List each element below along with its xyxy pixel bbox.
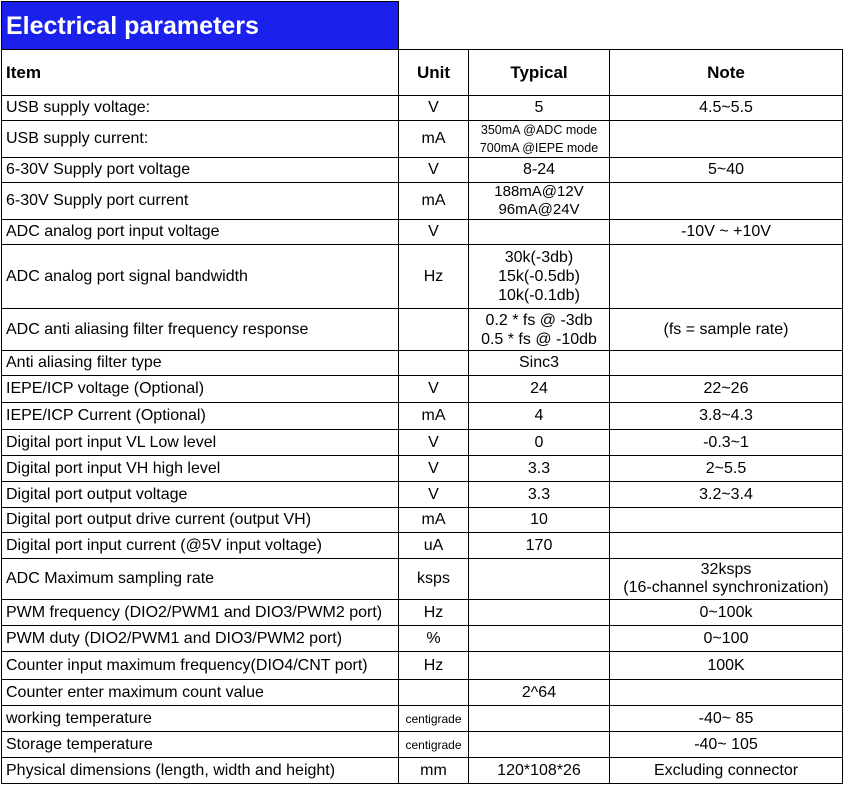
- item-cell: Counter enter maximum count value: [2, 680, 399, 706]
- note-cell: [610, 309, 843, 351]
- table-row: [2, 351, 843, 376]
- typical-line: 350mA @ADC mode: [480, 123, 598, 137]
- note-cell: [610, 533, 843, 559]
- typical-line: 24: [530, 380, 548, 397]
- note-line: (fs = sample rate): [663, 320, 789, 338]
- typical-cell: [469, 732, 610, 758]
- typical-cell: [469, 456, 610, 482]
- typical-line: 4: [534, 407, 544, 424]
- typical-cell: [469, 351, 610, 376]
- typical-cell: [469, 559, 610, 600]
- typical-cell: [469, 309, 610, 351]
- unit-cell: V: [399, 430, 469, 456]
- note-line: 0~100: [703, 629, 749, 647]
- table-row: [2, 706, 843, 732]
- table-row: [2, 245, 843, 309]
- unit-cell: Hz: [399, 600, 469, 626]
- item-cell: ADC Maximum sampling rate: [2, 559, 399, 600]
- table-row: [2, 533, 843, 559]
- note-line: 32ksps: [700, 561, 752, 578]
- table-row: [2, 309, 843, 351]
- note-line: 0~100k: [699, 603, 753, 621]
- item-cell: IEPE/ICP voltage (Optional): [2, 376, 399, 403]
- unit-cell: [399, 680, 469, 706]
- typical-cell: [469, 121, 610, 158]
- typical-cell: [469, 652, 610, 680]
- typical-line: 0.5 * fs @ -10db: [481, 330, 597, 348]
- unit-cell: mA: [399, 121, 469, 158]
- unit-cell: [399, 351, 469, 376]
- note-cell: [610, 652, 843, 680]
- note-cell: [610, 680, 843, 706]
- item-cell: IEPE/ICP Current (Optional): [2, 403, 399, 430]
- note-cell: [610, 220, 843, 245]
- typical-cell: [469, 96, 610, 121]
- note-cell: [610, 121, 843, 158]
- note-cell: [610, 376, 843, 403]
- unit-cell: [399, 309, 469, 351]
- unit-cell: mA: [399, 403, 469, 430]
- table-row: [2, 220, 843, 245]
- typical-cell: [469, 220, 610, 245]
- table-row: [2, 430, 843, 456]
- note-cell: [610, 158, 843, 183]
- item-cell: Digital port input VL Low level: [2, 430, 399, 456]
- typical-line: Sinc3: [518, 354, 560, 371]
- unit-cell: V: [399, 96, 469, 121]
- item-cell: Digital port output voltage: [2, 482, 399, 508]
- unit-cell: mA: [399, 183, 469, 220]
- unit-cell: mm: [399, 758, 469, 784]
- header-item: Item: [2, 50, 399, 96]
- note-cell: [610, 626, 843, 652]
- typical-cell: [469, 245, 610, 309]
- note-line: -10V ~ +10V: [681, 223, 771, 240]
- table-row: [2, 626, 843, 652]
- note-cell: [610, 559, 843, 600]
- table-row: [2, 183, 843, 220]
- note-cell: [610, 456, 843, 482]
- typical-cell: [469, 376, 610, 403]
- unit-cell: centigrade: [399, 732, 469, 758]
- note-cell: [610, 351, 843, 376]
- item-cell: Digital port input VH high level: [2, 456, 399, 482]
- note-cell: [610, 403, 843, 430]
- unit-cell: V: [399, 456, 469, 482]
- item-cell: Anti aliasing filter type: [2, 351, 399, 376]
- note-line: 3.8~4.3: [699, 407, 753, 424]
- note-line: 2~5.5: [705, 459, 747, 477]
- table-row: [2, 482, 843, 508]
- unit-cell: mA: [399, 508, 469, 533]
- item-cell: working temperature: [2, 706, 399, 732]
- note-line: -0.3~1: [703, 433, 749, 451]
- item-cell: ADC analog port signal bandwidth: [2, 245, 399, 309]
- typical-line: 10k(-0.1db): [498, 287, 580, 304]
- typical-cell: [469, 680, 610, 706]
- unit-cell: V: [399, 220, 469, 245]
- typical-line: 10: [530, 511, 548, 528]
- item-cell: Digital port output drive current (output VH): [2, 508, 399, 533]
- typical-line: 2^64: [521, 683, 557, 701]
- item-cell: USB supply current:: [2, 121, 399, 158]
- note-cell: [610, 245, 843, 309]
- table-title: Electrical parameters: [2, 2, 399, 50]
- item-cell: Counter input maximum frequency(DIO4/CNT port): [2, 652, 399, 680]
- note-cell: [610, 600, 843, 626]
- note-cell: [610, 482, 843, 508]
- typical-cell: [469, 183, 610, 220]
- unit-cell: uA: [399, 533, 469, 559]
- typical-line: 0.2 * fs @ -3db: [485, 311, 593, 329]
- item-cell: Digital port input current (@5V input voltage): [2, 533, 399, 559]
- title-blank-cell: [399, 2, 843, 50]
- typical-line: 3.3: [527, 485, 551, 503]
- note-line: Excluding connector: [653, 761, 799, 779]
- header-typical: Typical: [469, 50, 610, 96]
- note-cell: [610, 706, 843, 732]
- table-row: [2, 96, 843, 121]
- typical-line: 0: [534, 433, 544, 451]
- table-row: [2, 652, 843, 680]
- typical-cell: [469, 430, 610, 456]
- typical-cell: [469, 600, 610, 626]
- header-note: Note: [610, 50, 843, 96]
- item-cell: PWM frequency (DIO2/PWM1 and DIO3/PWM2 port): [2, 600, 399, 626]
- table-row: [2, 403, 843, 430]
- item-cell: 6-30V Supply port current: [2, 183, 399, 220]
- item-cell: 6-30V Supply port voltage: [2, 158, 399, 183]
- item-cell: PWM duty (DIO2/PWM1 and DIO3/PWM2 port): [2, 626, 399, 652]
- table-row: [2, 559, 843, 600]
- unit-cell: V: [399, 376, 469, 403]
- note-cell: [610, 758, 843, 784]
- note-cell: [610, 732, 843, 758]
- unit-cell: Hz: [399, 652, 469, 680]
- unit-cell: Hz: [399, 245, 469, 309]
- note-line: 3.2~3.4: [699, 485, 753, 503]
- electrical-parameters-table: [1, 1, 843, 784]
- unit-cell: %: [399, 626, 469, 652]
- note-line: -40~ 85: [698, 709, 754, 727]
- unit-cell: centigrade: [399, 706, 469, 732]
- typical-cell: [469, 533, 610, 559]
- note-line: 22~26: [703, 380, 749, 397]
- note-line: 100K: [707, 656, 745, 674]
- item-cell: USB supply voltage:: [2, 96, 399, 121]
- table-row: [2, 158, 843, 183]
- table-row: [2, 456, 843, 482]
- item-cell: ADC analog port input voltage: [2, 220, 399, 245]
- typical-line: 170: [525, 536, 553, 554]
- typical-line: 5: [534, 99, 544, 116]
- unit-cell: V: [399, 158, 469, 183]
- typical-cell: [469, 706, 610, 732]
- item-cell: ADC anti aliasing filter frequency response: [2, 309, 399, 351]
- typical-line: 8-24: [522, 161, 556, 178]
- note-line: -40~ 105: [694, 735, 758, 753]
- item-cell: Storage temperature: [2, 732, 399, 758]
- typical-cell: [469, 626, 610, 652]
- note-cell: [610, 183, 843, 220]
- note-cell: [610, 430, 843, 456]
- typical-line: 700mA @IEPE mode: [479, 141, 599, 155]
- header-row: [2, 50, 843, 96]
- table-row: [2, 732, 843, 758]
- typical-cell: [469, 758, 610, 784]
- typical-cell: [469, 158, 610, 183]
- typical-cell: [469, 508, 610, 533]
- typical-line: 3.3: [527, 459, 551, 477]
- note-line: 4.5~5.5: [699, 99, 753, 116]
- table-row: [2, 680, 843, 706]
- table-row: [2, 121, 843, 158]
- typical-line: 120*108*26: [497, 761, 581, 779]
- typical-cell: [469, 403, 610, 430]
- typical-line: 15k(-0.5db): [498, 268, 580, 285]
- table-row: [2, 376, 843, 403]
- header-unit: Unit: [399, 50, 469, 96]
- unit-cell: V: [399, 482, 469, 508]
- unit-cell: ksps: [399, 559, 469, 600]
- typical-line: 96mA@24V: [498, 201, 580, 218]
- table-row: [2, 758, 843, 784]
- table-row: [2, 600, 843, 626]
- note-cell: [610, 96, 843, 121]
- typical-line: 30k(-3db): [504, 249, 574, 266]
- item-cell: Physical dimensions (length, width and height): [2, 758, 399, 784]
- title-row: [2, 2, 843, 50]
- note-cell: [610, 508, 843, 533]
- table-row: [2, 508, 843, 533]
- typical-cell: [469, 482, 610, 508]
- note-line: (16-channel synchronization): [623, 579, 829, 596]
- typical-line: 188mA@12V: [494, 183, 584, 200]
- note-line: 5~40: [707, 161, 745, 178]
